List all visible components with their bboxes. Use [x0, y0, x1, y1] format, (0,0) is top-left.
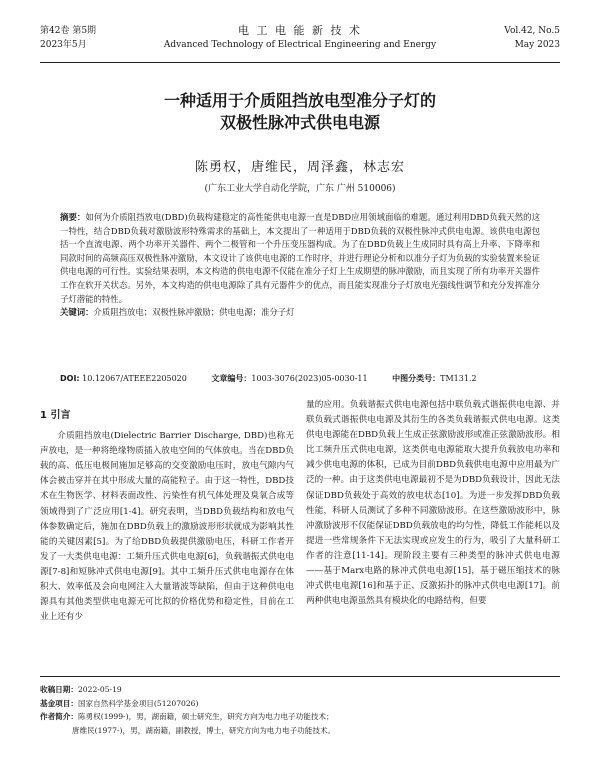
doi-label: DOI:: [60, 374, 80, 383]
footnote-label: 收稿日期：: [40, 685, 78, 694]
footnote-label: 作者简介：: [40, 712, 78, 722]
right-column: [306, 398, 560, 609]
article-meta: [60, 373, 540, 385]
header-right: [504, 24, 560, 52]
date-cn: 2023年5月: [40, 40, 87, 50]
doi: 10.12067/ATEEE2205020: [82, 374, 187, 383]
footnotes: [40, 676, 560, 737]
article-label: 文章编号：: [211, 374, 252, 383]
journal-cn: 电 工 电 能 新 技 术: [238, 24, 362, 37]
class-number: TM131.2: [440, 374, 477, 383]
footnote-text: 国家自然科学基金项目(51207026): [77, 698, 199, 708]
running-header: [40, 0, 560, 63]
volume-cn: 第42卷 第5期: [40, 26, 97, 36]
footnote: [40, 724, 560, 738]
footnote: [40, 683, 560, 697]
keywords-label: 关键词：: [60, 307, 94, 318]
volume-en: Vol.42, No.5: [504, 26, 560, 36]
abstract-label: 摘要：: [60, 212, 86, 222]
header-center: [40, 24, 560, 52]
footnote-text: 2022-05-19: [77, 685, 122, 694]
paper-title: [0, 90, 600, 134]
affiliation: (广东工业大学自动化学院，广东 广州 510006): [204, 184, 396, 194]
left-column: [40, 398, 294, 625]
abstract: [60, 211, 540, 320]
intro-paragraph-right: 量的应用。负载谐振式供电电源包括中联负载式谐振供电电源、并联负载式谐振供电电源及其衍生的各类负载谐振式供电电源。这类供电电源能在DBD负载上生成正弦激励波形或准正弦激励波形。相比工频升压式供电电源，这类供电电源能取大提升负载放电功率和减少供电电源的体积，已成为目前DBD负载供电电源中应用最为广泛的一种。由于这类供电电源最初不是为DBD负载设计，因此无法保证DBD负载处于高效的放电状态[10]。为进一步发挥DBD负载性能，科研人员测试了多种不同激励波形。在这些激励波形中，脉冲激励波形不仅能保证DBD负载放电的均匀性，降低工作能耗以及提进一些常规条件下无法实现或应发生的行为，吸引了大量科研工作者的注意[11-14]。现阶段主要有三种类型的脉冲式供电电源——基于Marx电路的脉冲式供电电源[15]，基于磁压缩技术的脉冲式供电电源[16]和基于正、反激拓扑的脉冲式供电电源[17]。前两种供电电源虽然具有模块化的电路结构，但要: [306, 400, 560, 607]
journal-en: Advanced Technology of Electrical Engineering and Energy: [163, 40, 437, 50]
footnote-label: 基金项目：: [40, 698, 78, 708]
keywords-text: 介质阻挡放电；双极性脉冲激励；供电电源；准分子灯: [93, 307, 295, 318]
footnote: [40, 697, 560, 711]
date-en: May 2023: [514, 40, 560, 50]
intro-paragraph-left: 介质阻挡放电(Dielectric Barrier Discharge, DBD)也称无声放电，是一种将绝缘物质插入放电空间的气体放电。当在DBD负载的高、低压电极间施加足够高的交变激励电压时，放电气隙内气体会被击穿并在其中形成大量的高能粒子。由于这一特性，DBD技术在生物医学、材料表面改性、污染性有机气体处理及臭氧合成等领域得到了广泛应用[1-4]。研究表明，当DBD负载结构和放电气体参数确定后，施加在DBD负载上的激励波形形状就成为影响其性能的关键因素[5]。为了给DBD负载提供激励电压，科研工作者开发了一大类供电电源：工频升压式供电电源[6]，负载谐振式供电电源[7-8]和短脉冲式供电电源[9]。其中工频升压式供电电源存在体积大、效率低及会向电网注入大量谐波等缺陷，但由于这种供电电源具有其他类型供电电源无可比拟的价格优势和稳定性，目前在工业上还有少: [40, 431, 294, 623]
authors: 陈勇权，唐维民，周泽鑫，林志宏: [194, 160, 405, 175]
title-line: 双极性脉冲式供电电源: [219, 113, 380, 132]
class-label: 中图分类号：: [392, 374, 441, 383]
abstract-text: 如何为介质阻挡放电(DBD)负载构建稳定的高性能供电电源一直是DBD应用领域面临的难题。通过利用DBD负载天然的这一特性，结合DBD负载对激励波形特殊需求的基础上，本文提出了一种适用于DBD负载的双极性脉冲式供电电源。该供电电源包括一个直流电源、两个功率开关器件、两个二极管和一个升压变压器构成。为了在DBD负载上生成同时具有高上升率、下降率和同款时间的高频高压双极性脉冲激励，本文设计了该供电电源的工作时序，并进行理论分析和以准分子灯为负载的实验装置来验证供电电源的可行性。实验结果表明，本文构造的供电电源不仅能在准分子灯上生成期望的脉冲激励，而且实现了所有功率开关器件工作在软开关状态。另外，本文构造的供电电源除了具有元器件少的优点，而且能实现准分子灯放电光强线性调节和充分发挥准分子灯潜能的特性。: [60, 212, 540, 304]
footnote-text: 唐维民(1977-)，男，湖南籍，副教授，博士，研究方向为电力电子功能技术。: [71, 725, 336, 735]
footnote-text: 陈勇权(1999-)，男，湖南籍，硕士研究生，研究方向为电力电子功能技术；: [77, 712, 334, 722]
title-line: 一种适用于介质阻挡放电型准分子灯的: [163, 91, 436, 110]
article-number: 1003-3076(2023)05-0030-11: [251, 374, 368, 383]
section-heading: 1 引言: [40, 410, 71, 421]
footnote: [40, 710, 560, 724]
